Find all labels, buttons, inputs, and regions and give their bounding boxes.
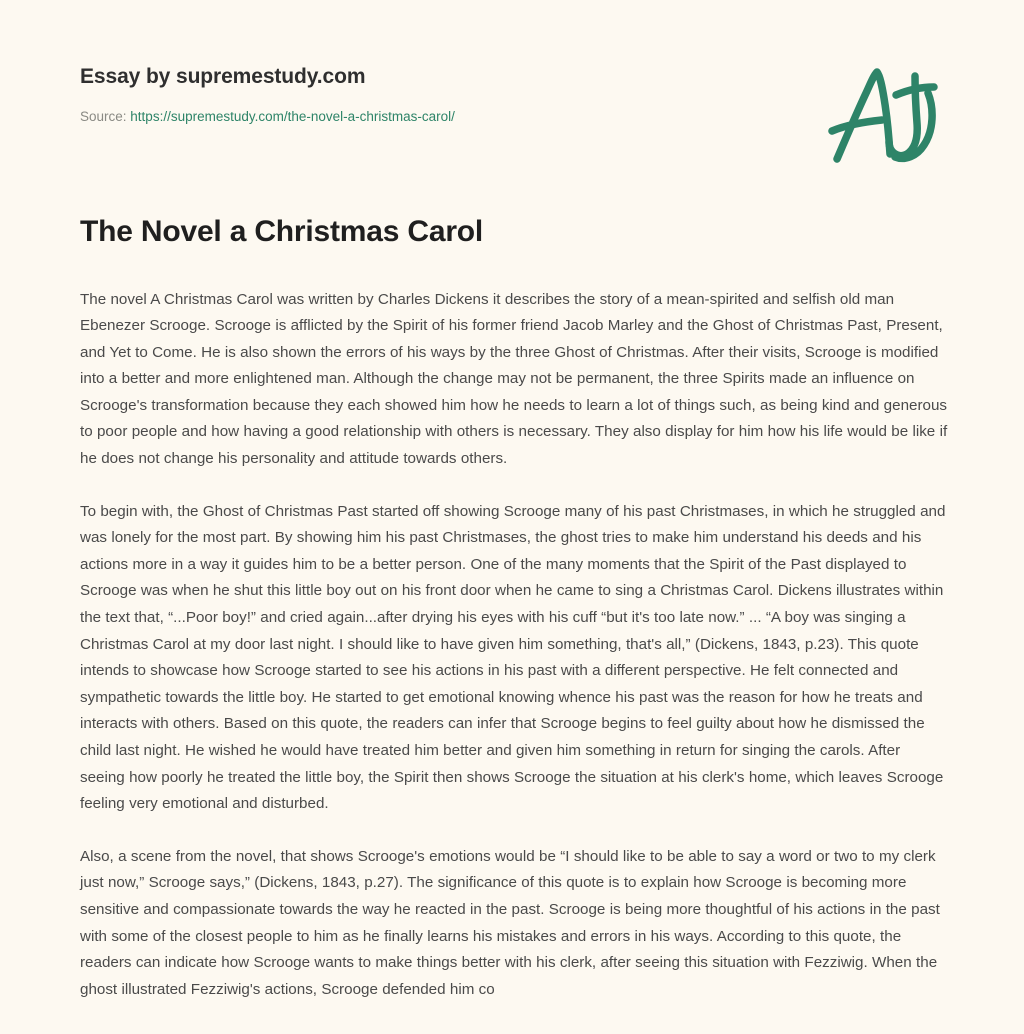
document-header [80,0,944,126]
a-plus-logo-icon [824,60,944,175]
page-title: The Novel a Christmas Carol [80,215,484,248]
source-line [80,109,944,125]
essay-paragraph: Also, a scene from the novel, that shows Scrooge's emotions would be “I should like to be able to say a word or two to my clerk just now,” Scrooge says,” (Dickens, 1843, p.27). The significance of this quote is to explain how Scrooge is becoming more sensitive and compassionate towards the way he reacted in the past. Scrooge is being more thoughtful of his actions in the past with some of the closest people to him as he finally learns his mistakes and errors in his ways. According to this quote, the readers can indicate how Scrooge wants to make things better with his clerk, after seeing this situation with Fezziwig. When the ghost illustrated Fezziwig's actions, Scrooge defended him co [80,847,940,998]
essay-body [80,287,948,1004]
essay-paragraph: To begin with, the Ghost of Christmas Past started off showing Scrooge many of his past Christmases, in which he struggled and was lonely for the most part. By showing him his past Christmases, the ghost tries to make him understand his deeds and his actions more in a way it guides him to be a better person. One of the many moments that the Spirit of the Past displayed to Scrooge was when he shut this little boy out on his front door when he came to sing a Christmas Carol. Dickens illustrates within the text that, “...Poor boy!” and cried again...after drying his eyes with his cuff “but it's too late now.” ... “A boy was singing a Christmas Carol at my door last night. I should like to have given him something, that's all,” (Dickens, 1843, p.23). This quote intends to showcase how Scrooge started to see his actions in his past with a different perspective. He felt connected and sympathetic towards the little boy. He started to get emotional knowing whence his past was the reason for how he treats and interacts with others. Based on this quote, the readers can infer that Scrooge begins to feel guilty about how he dismissed the child last night. He wished he would have treated him better and given him something in return for singing the carols. After seeing how poorly he treated the little boy, the Spirit then shows Scrooge the situation at his clerk's home, which leaves Scrooge feeling very emotional and disturbed. [80,502,946,813]
essay-paragraph: The novel A Christmas Carol was written by Charles Dickens it describes the story of a mean-spirited and selfish old man Ebenezer Scrooge. Scrooge is afflicted by the Spirit of his former friend Jacob Marley and the Ghost of Christmas Past, Present, and Yet to Come. He is also shown the errors of his ways by the three Ghost of Christmas. After their visits, Scrooge is modified into a better and more enlightened man. Although the change may not be permanent, the three Spirits made an influence on Scrooge's transformation because they each showed him how he needs to learn a lot of things such, as being kind and generous to poor people and how having a good relationship with others is necessary. They also display for him how his life would be like if he does not change his personality and attitude towards others. [80,290,948,468]
source-url-link[interactable]: https://supremestudy.com/the-novel-a-christmas-carol/ [130,109,455,125]
source-label: Source: [80,109,127,125]
brand-title: Essay by supremestudy.com [80,65,366,88]
